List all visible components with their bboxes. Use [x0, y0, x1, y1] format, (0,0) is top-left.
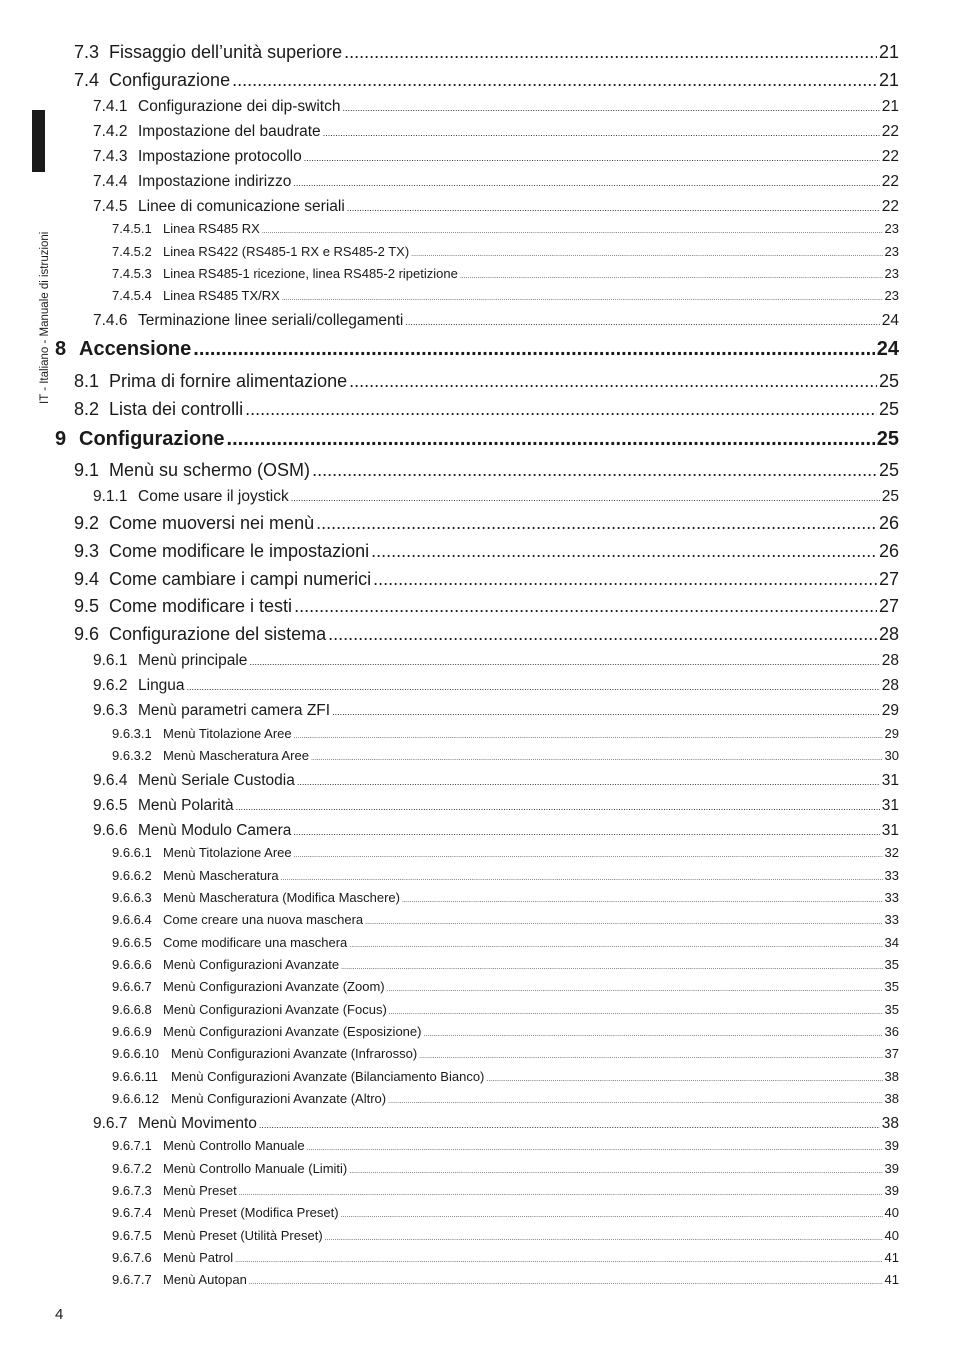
- toc-entry[interactable]: [93, 173, 899, 191]
- toc-entry[interactable]: [93, 652, 899, 670]
- toc-entry-title: Menù Movimento: [138, 1115, 257, 1132]
- toc-entry-page: 21: [878, 70, 899, 90]
- sidebar-language-label: IT - Italiano - Manuale di istruzioni: [39, 231, 51, 404]
- toc-entry[interactable]: [112, 868, 899, 883]
- toc-entry-page: 33: [884, 912, 899, 927]
- toc-entry[interactable]: [74, 460, 899, 481]
- toc-entry-page: 36: [884, 1024, 899, 1039]
- toc-entry[interactable]: [112, 288, 899, 303]
- toc-entry[interactable]: [74, 596, 899, 617]
- toc-entry[interactable]: [55, 428, 899, 451]
- toc-entry-title: Menù Seriale Custodia: [138, 772, 295, 789]
- toc-entry-title: Come usare il joystick: [138, 488, 289, 505]
- toc-leader-dots: [293, 822, 879, 840]
- toc-leader-dots: [282, 288, 883, 303]
- toc-entry-title: Terminazione linee seriali/collegamenti: [138, 312, 404, 329]
- toc-entry-title: Linee di comunicazione seriali: [138, 198, 345, 215]
- toc-entry-title: Menù Configurazioni Avanzate (Infrarosso): [171, 1046, 418, 1061]
- page-number: 4: [55, 1306, 64, 1323]
- toc-entry-page: 22: [881, 198, 899, 215]
- toc-leader-dots: [294, 845, 883, 860]
- toc-leader-dots: [316, 513, 877, 534]
- toc-entry[interactable]: [112, 935, 899, 950]
- toc-leader-dots: [187, 677, 880, 695]
- toc-entry[interactable]: [112, 1002, 899, 1017]
- toc-entry-page: 25: [876, 428, 899, 450]
- toc-entry-title: Menù Mascheratura: [163, 868, 279, 883]
- toc-entry-page: 22: [881, 173, 899, 190]
- toc-leader-dots: [236, 797, 880, 815]
- toc-entry-title: Menù Configurazioni Avanzate (Zoom): [163, 979, 385, 994]
- toc-entry-page: 26: [878, 541, 899, 561]
- toc-entry-number: 7.4.3: [93, 148, 128, 165]
- toc-leader-dots: [312, 460, 877, 481]
- toc-entry-number: 9.6.7.4: [112, 1205, 152, 1220]
- toc-entry-title: Come modificare le impostazioni: [109, 541, 370, 561]
- toc-entry-number: 8.2: [74, 399, 100, 419]
- toc-leader-dots: [239, 1183, 883, 1198]
- toc-entry[interactable]: [112, 1046, 899, 1061]
- toc-leader-dots: [349, 1161, 882, 1176]
- toc-entry[interactable]: [74, 399, 899, 420]
- toc-entry[interactable]: [93, 702, 899, 720]
- toc-entry-number: 9.6.6.1: [112, 845, 152, 860]
- toc-leader-dots: [341, 957, 882, 972]
- toc-leader-dots: [389, 1002, 883, 1017]
- toc-entry-number: 9.6.6.11: [112, 1069, 159, 1084]
- toc-entry[interactable]: [112, 1272, 899, 1287]
- toc-entry-number: 7.3: [74, 42, 100, 62]
- toc-entry-title: Menù Configurazioni Avanzate: [163, 957, 340, 972]
- toc-entry-title: Menù Preset (Modifica Preset): [163, 1205, 339, 1220]
- toc-entry-title: Menù Preset: [163, 1183, 237, 1198]
- toc-leader-dots: [349, 935, 882, 950]
- toc-entry[interactable]: [93, 797, 899, 815]
- toc-entry[interactable]: [112, 244, 899, 259]
- toc-entry-page: 27: [878, 596, 899, 616]
- toc-entry-title: Menù Controllo Manuale: [163, 1138, 305, 1153]
- toc-entry-number: 7.4.6: [93, 312, 128, 329]
- toc-entry[interactable]: [93, 822, 899, 840]
- toc-entry[interactable]: [74, 513, 899, 534]
- toc-entry-page: 28: [878, 624, 899, 644]
- toc-leader-dots: [291, 488, 880, 506]
- toc-entry-page: 32: [884, 845, 899, 860]
- toc-entry-title: Menù Titolazione Aree: [163, 726, 292, 741]
- toc-entry-number: 9.6.6.3: [112, 890, 152, 905]
- toc-entry-title: Menù Titolazione Aree: [163, 845, 292, 860]
- toc-leader-dots: [341, 1205, 883, 1220]
- toc-entry-page: 33: [884, 890, 899, 905]
- toc-entry-number: 9.6.4: [93, 772, 128, 789]
- toc-leader-dots: [402, 890, 883, 905]
- toc-entry-title: Impostazione del baudrate: [138, 123, 321, 140]
- toc-entry-number: 9.6.7.1: [112, 1138, 152, 1153]
- toc-entry-title: Prima di fornire alimentazione: [109, 371, 348, 391]
- toc-entry-title: Menù Configurazioni Avanzate (Focus): [163, 1002, 387, 1017]
- toc-entry[interactable]: [55, 338, 899, 361]
- toc-leader-dots: [307, 1138, 883, 1153]
- toc-leader-dots: [293, 173, 879, 191]
- toc-entry-number: 9.6.7.5: [112, 1228, 152, 1243]
- toc-entry-number: 7.4.5.3: [112, 266, 152, 281]
- toc-entry-title: Fissaggio dell’unità superiore: [109, 42, 343, 62]
- toc-entry-number: 9.6.6.9: [112, 1024, 152, 1039]
- toc-entry[interactable]: [112, 1024, 899, 1039]
- toc-entry-page: 39: [884, 1183, 899, 1198]
- toc-entry-number: 7.4.5.4: [112, 288, 152, 303]
- toc-leader-dots: [323, 123, 880, 141]
- toc-entry-page: 28: [881, 652, 899, 669]
- toc-entry[interactable]: [112, 912, 899, 927]
- toc-entry[interactable]: [93, 488, 899, 506]
- toc-entry[interactable]: [93, 148, 899, 166]
- toc-entry-number: 9.1: [74, 460, 100, 480]
- toc-entry[interactable]: [74, 541, 899, 562]
- toc-entry-number: 7.4: [74, 70, 100, 90]
- toc-entry-number: 9.6.3: [93, 702, 128, 719]
- toc-entry[interactable]: [112, 979, 899, 994]
- toc-entry-page: 40: [884, 1228, 899, 1243]
- toc-entry-page: 28: [881, 677, 899, 694]
- toc-entry-page: 24: [881, 312, 899, 329]
- toc-leader-dots: [365, 912, 882, 927]
- toc-entry-page: 29: [881, 702, 899, 719]
- toc-entry[interactable]: [93, 677, 899, 695]
- toc-entry-number: 8: [55, 338, 67, 360]
- toc-leader-dots: [262, 221, 883, 236]
- toc-entry-number: 9.6.6.8: [112, 1002, 152, 1017]
- toc-entry-page: 23: [884, 288, 899, 303]
- toc-entry-page: 21: [878, 42, 899, 62]
- toc-entry-page: 31: [881, 772, 899, 789]
- toc-entry[interactable]: [112, 1069, 899, 1084]
- toc-entry-page: 41: [884, 1272, 899, 1287]
- toc-leader-dots: [294, 726, 883, 741]
- toc-entry-page: 23: [884, 244, 899, 259]
- toc-entry-number: 9.1.1: [93, 488, 128, 505]
- toc-entry-page: 24: [876, 338, 899, 360]
- toc-entry-page: 30: [884, 748, 899, 763]
- toc-entry[interactable]: [112, 845, 899, 860]
- toc-entry-number: 7.4.5: [93, 198, 128, 215]
- toc-entry-number: 9.6.6.12: [112, 1091, 159, 1106]
- toc-leader-dots: [281, 868, 883, 883]
- toc-entry-title: Menù Mascheratura Aree: [163, 748, 309, 763]
- toc-entry-title: Come creare una nuova maschera: [163, 912, 364, 927]
- toc-leader-dots: [232, 70, 877, 91]
- toc-leader-dots: [405, 312, 879, 330]
- toc-entry[interactable]: [112, 266, 899, 281]
- toc-leader-dots: [325, 1228, 883, 1243]
- toc-leader-dots: [193, 338, 874, 361]
- toc-leader-dots: [235, 1250, 882, 1265]
- toc-entry[interactable]: [93, 98, 899, 116]
- toc-entry-page: 25: [878, 460, 899, 480]
- toc-entry-number: 9.6.5: [93, 797, 128, 814]
- toc-leader-dots: [419, 1046, 882, 1061]
- toc-leader-dots: [332, 702, 880, 720]
- toc-entry-page: 39: [884, 1138, 899, 1153]
- toc-entry-page: 35: [884, 1002, 899, 1017]
- toc-entry-number: 9.6.6: [93, 822, 128, 839]
- toc-entry-title: Menù Mascheratura (Modifica Maschere): [163, 890, 400, 905]
- toc-entry[interactable]: [74, 624, 899, 645]
- toc-leader-dots: [373, 569, 877, 590]
- toc-entry-number: 9.6.6.7: [112, 979, 152, 994]
- toc-leader-dots: [371, 541, 877, 562]
- toc-leader-dots: [387, 979, 883, 994]
- toc-leader-dots: [460, 266, 883, 281]
- toc-entry-number: 9.6.3.1: [112, 726, 152, 741]
- toc-entry-title: Linea RS485-1 ricezione, linea RS485-2 ripetizione: [163, 266, 458, 281]
- toc-entry-number: 7.4.5.2: [112, 244, 152, 259]
- toc-entry-page: 29: [884, 726, 899, 741]
- toc-entry-number: 9.6.7: [93, 1115, 128, 1132]
- toc-entry[interactable]: [93, 1115, 899, 1133]
- toc-entry-page: 25: [881, 488, 899, 505]
- toc-entry-title: Come modificare i testi: [109, 596, 293, 616]
- toc-entry-number: 7.4.5.1: [112, 221, 152, 236]
- toc-entry-page: 38: [881, 1115, 899, 1132]
- toc-leader-dots: [227, 428, 875, 451]
- toc-entry-title: Menù Polarità: [138, 797, 234, 814]
- toc-entry-title: Configurazione: [79, 428, 225, 450]
- toc-leader-dots: [388, 1091, 882, 1106]
- toc-entry-page: 38: [884, 1091, 899, 1106]
- toc-entry-title: Configurazione dei dip-switch: [138, 98, 341, 115]
- toc-entry-title: Configurazione: [109, 70, 231, 90]
- toc-entry-title: Menù Configurazioni Avanzate (Esposizione): [163, 1024, 422, 1039]
- toc-entry[interactable]: [112, 957, 899, 972]
- toc-leader-dots: [297, 772, 880, 790]
- toc-entry-title: Menù Patrol: [163, 1250, 234, 1265]
- toc-leader-dots: [328, 624, 877, 645]
- toc-entry-number: 9.6.7.6: [112, 1250, 152, 1265]
- toc-entry-title: Configurazione del sistema: [109, 624, 327, 644]
- toc-leader-dots: [304, 148, 880, 166]
- toc-leader-dots: [311, 748, 883, 763]
- toc-entry-title: Come muoversi nei menù: [109, 513, 315, 533]
- toc-entry[interactable]: [112, 748, 899, 763]
- toc-entry-number: 9.6.6.6: [112, 957, 152, 972]
- toc-entry-number: 9.6.7.7: [112, 1272, 152, 1287]
- toc-entry-number: 9.5: [74, 596, 100, 616]
- toc-leader-dots: [342, 98, 879, 116]
- toc-leader-dots: [249, 1272, 883, 1287]
- toc-entry-title: Menù parametri camera ZFI: [138, 702, 331, 719]
- toc-leader-dots: [245, 399, 877, 420]
- toc-entry-number: 9.6.2: [93, 677, 128, 694]
- toc-entry[interactable]: [93, 312, 899, 330]
- toc-entry-page: 34: [884, 935, 899, 950]
- toc-entry-number: 9: [55, 428, 67, 450]
- toc-entry[interactable]: [112, 1228, 899, 1243]
- toc-entry-title: Come cambiare i campi numerici: [109, 569, 372, 589]
- toc-entry-page: 25: [878, 371, 899, 391]
- toc-entry[interactable]: [112, 1250, 899, 1265]
- toc-entry[interactable]: [112, 221, 899, 236]
- toc-entry-title: Come modificare una maschera: [163, 935, 348, 950]
- toc-entry-number: 9.6.6.4: [112, 912, 152, 927]
- toc-leader-dots: [423, 1024, 882, 1039]
- toc-entry-page: 35: [884, 957, 899, 972]
- toc-entry-title: Impostazione indirizzo: [138, 173, 292, 190]
- toc-entry-page: 26: [878, 513, 899, 533]
- toc-leader-dots: [347, 198, 880, 216]
- toc-leader-dots: [259, 1115, 880, 1133]
- toc-entry[interactable]: [93, 123, 899, 141]
- toc-entry-number: 7.4.4: [93, 173, 128, 190]
- toc-entry-number: 9.6.6.10: [112, 1046, 159, 1061]
- toc-entry[interactable]: [112, 1091, 899, 1106]
- toc-entry-title: Linea RS485 RX: [163, 221, 260, 236]
- toc-entry-number: 9.6: [74, 624, 100, 644]
- toc-leader-dots: [344, 42, 877, 63]
- toc-entry-title: Menù Modulo Camera: [138, 822, 292, 839]
- toc-entry-title: Menù su schermo (OSM): [109, 460, 311, 480]
- toc-entry-number: 9.6.6.2: [112, 868, 152, 883]
- sidebar-tab-marker: [32, 110, 45, 172]
- toc-entry-page: 22: [881, 148, 899, 165]
- toc-entry-title: Linea RS485 TX/RX: [163, 288, 280, 303]
- toc-entry-page: 22: [881, 123, 899, 140]
- toc-entry-page: 21: [881, 98, 899, 115]
- toc-entry-page: 31: [881, 822, 899, 839]
- toc-entry-title: Linea RS422 (RS485-1 RX e RS485-2 TX): [163, 244, 410, 259]
- toc-entry-title: Menù Controllo Manuale (Limiti): [163, 1161, 348, 1176]
- toc-entry-title: Menù principale: [138, 652, 248, 669]
- toc-entry-number: 9.3: [74, 541, 100, 561]
- toc-leader-dots: [411, 244, 882, 259]
- toc-entry-number: 9.6.6.5: [112, 935, 152, 950]
- toc-entry-number: 9.6.1: [93, 652, 128, 669]
- toc-entry-page: 23: [884, 266, 899, 281]
- toc-entry-page: 39: [884, 1161, 899, 1176]
- toc-entry[interactable]: [112, 1161, 899, 1176]
- toc-entry-page: 37: [884, 1046, 899, 1061]
- toc-entry-title: Accensione: [79, 338, 192, 360]
- toc-entry[interactable]: [112, 890, 899, 905]
- toc-entry-page: 33: [884, 868, 899, 883]
- toc-entry-number: 9.4: [74, 569, 100, 589]
- toc-entry-page: 31: [881, 797, 899, 814]
- toc-entry-number: 9.6.7.2: [112, 1161, 152, 1176]
- toc-entry[interactable]: [112, 726, 899, 741]
- toc-leader-dots: [294, 596, 877, 617]
- toc-entry-number: 7.4.1: [93, 98, 128, 115]
- toc-entry-title: Impostazione protocollo: [138, 148, 302, 165]
- toc-entry[interactable]: [74, 371, 899, 392]
- toc-entry[interactable]: [112, 1183, 899, 1198]
- toc-entry-page: 40: [884, 1205, 899, 1220]
- toc-leader-dots: [486, 1069, 882, 1084]
- toc-entry[interactable]: [93, 198, 899, 216]
- toc-entry[interactable]: [112, 1205, 899, 1220]
- toc-leader-dots: [249, 652, 879, 670]
- toc-entry[interactable]: [93, 772, 899, 790]
- toc-entry-page: 25: [878, 399, 899, 419]
- toc-entry[interactable]: [112, 1138, 899, 1153]
- toc-leader-dots: [349, 371, 877, 392]
- toc-entry-page: 35: [884, 979, 899, 994]
- toc-entry-page: 23: [884, 221, 899, 236]
- toc-entry-number: 8.1: [74, 371, 100, 391]
- toc-entry-number: 7.4.2: [93, 123, 128, 140]
- toc-entry-title: Lingua: [138, 677, 185, 694]
- toc-entry-title: Lista dei controlli: [109, 399, 244, 419]
- toc-entry-title: Menù Configurazioni Avanzate (Bilanciamento Bianco): [171, 1069, 485, 1084]
- toc-entry-title: Menù Configurazioni Avanzate (Altro): [171, 1091, 387, 1106]
- toc-entry-page: 27: [878, 569, 899, 589]
- toc-entry-page: 41: [884, 1250, 899, 1265]
- toc-entry-number: 9.6.3.2: [112, 748, 152, 763]
- toc-entry-number: 9.6.7.3: [112, 1183, 152, 1198]
- toc-entry-title: Menù Preset (Utilità Preset): [163, 1228, 323, 1243]
- toc-entry[interactable]: [74, 70, 899, 91]
- toc-entry[interactable]: [74, 569, 899, 590]
- toc-entry[interactable]: [74, 42, 899, 63]
- toc-entry-page: 38: [884, 1069, 899, 1084]
- toc-entry-title: Menù Autopan: [163, 1272, 247, 1287]
- toc-entry-number: 9.2: [74, 513, 100, 533]
